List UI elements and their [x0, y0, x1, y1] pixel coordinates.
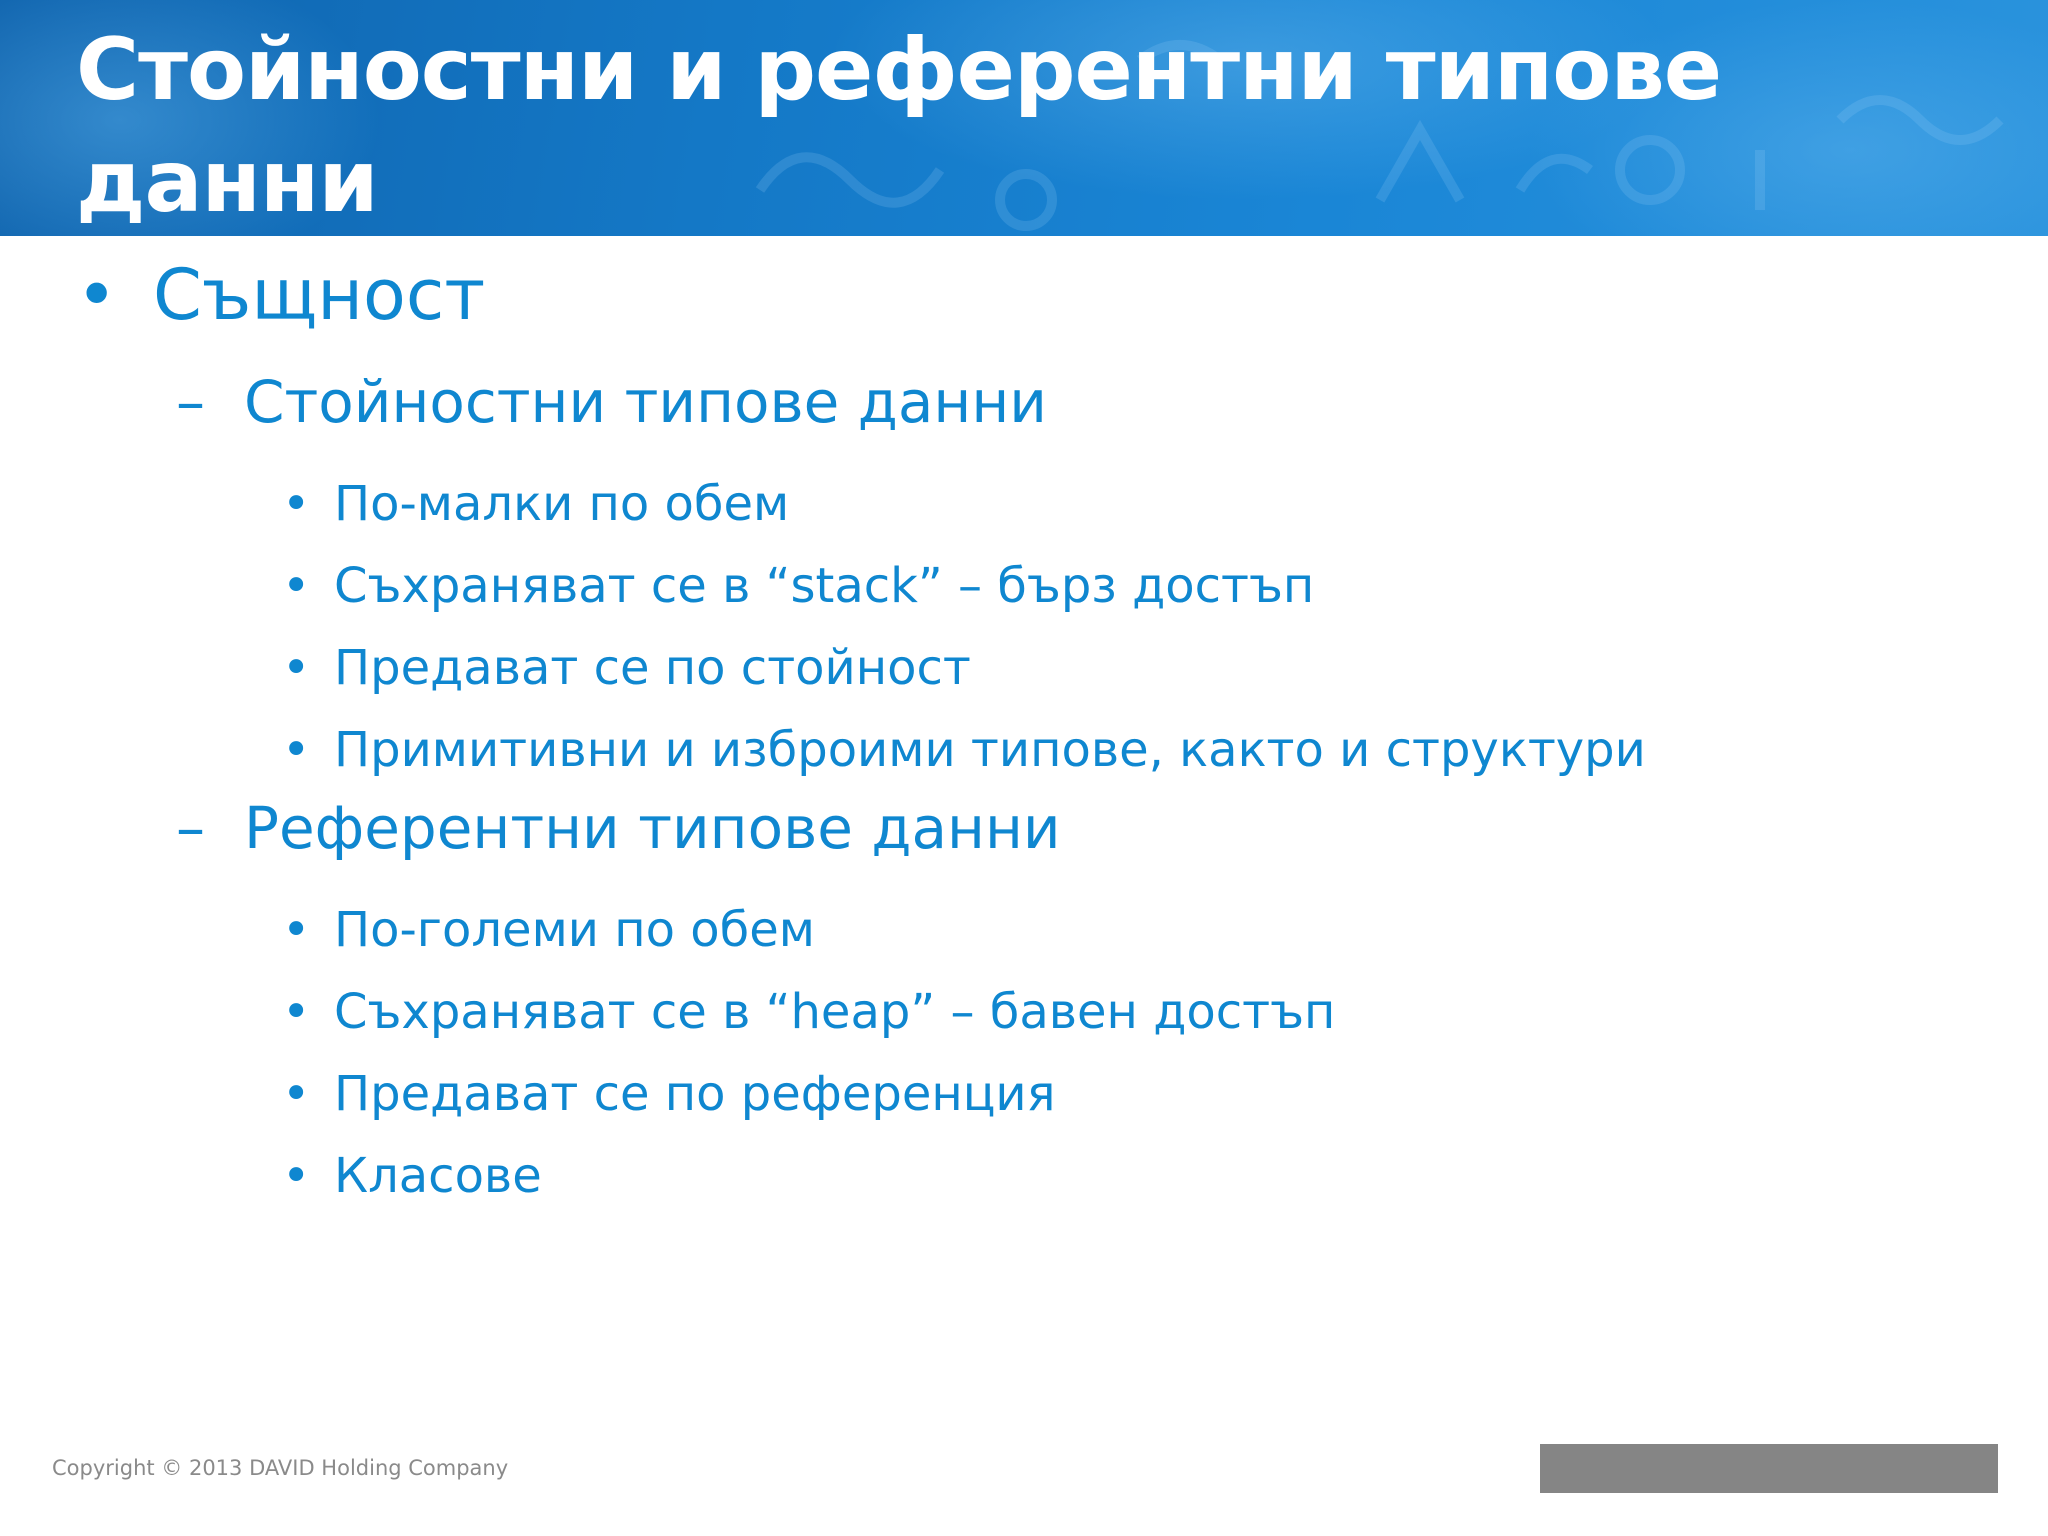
list-item-text: Съхраняват се в “stack” – бърз достъп	[334, 558, 1315, 614]
list-item-text: Съхраняват се в “heap” – бавен достъп	[334, 984, 1336, 1040]
footer-gray-bar	[1540, 1444, 1998, 1493]
bullet-marker: •	[76, 254, 118, 336]
list-item-text: По-големи по обем	[334, 902, 815, 958]
list-item-text: Примитивни и изброими типове, както и структури	[334, 722, 1646, 778]
bullet-marker: •	[282, 984, 311, 1040]
subheading-text: Стойностни типове данни	[244, 368, 1047, 436]
bullet-marker: •	[282, 640, 311, 696]
bullet-marker: •	[282, 722, 311, 778]
list-item-text: По-малки по обем	[334, 476, 790, 532]
list-item-text: Предават се по стойност	[334, 640, 971, 696]
copyright-text: Copyright © 2013 DAVID Holding Company	[52, 1456, 509, 1480]
list-item-text: Класове	[334, 1148, 542, 1204]
bullet-marker: •	[282, 476, 311, 532]
slide-title: Стойностни и референтни типове данни	[76, 20, 1722, 232]
subheading-text: Референтни типове данни	[244, 794, 1061, 862]
dash-marker: –	[176, 794, 205, 862]
bullet-marker: •	[282, 1066, 311, 1122]
bullet-marker: •	[282, 1148, 311, 1204]
list-item-text: Предават се по референция	[334, 1066, 1056, 1122]
bullet-marker: •	[282, 902, 311, 958]
title-banner	[0, 0, 2048, 236]
bullet-text: Същност	[153, 254, 486, 336]
bullet-marker: •	[282, 558, 311, 614]
dash-marker: –	[176, 368, 205, 436]
